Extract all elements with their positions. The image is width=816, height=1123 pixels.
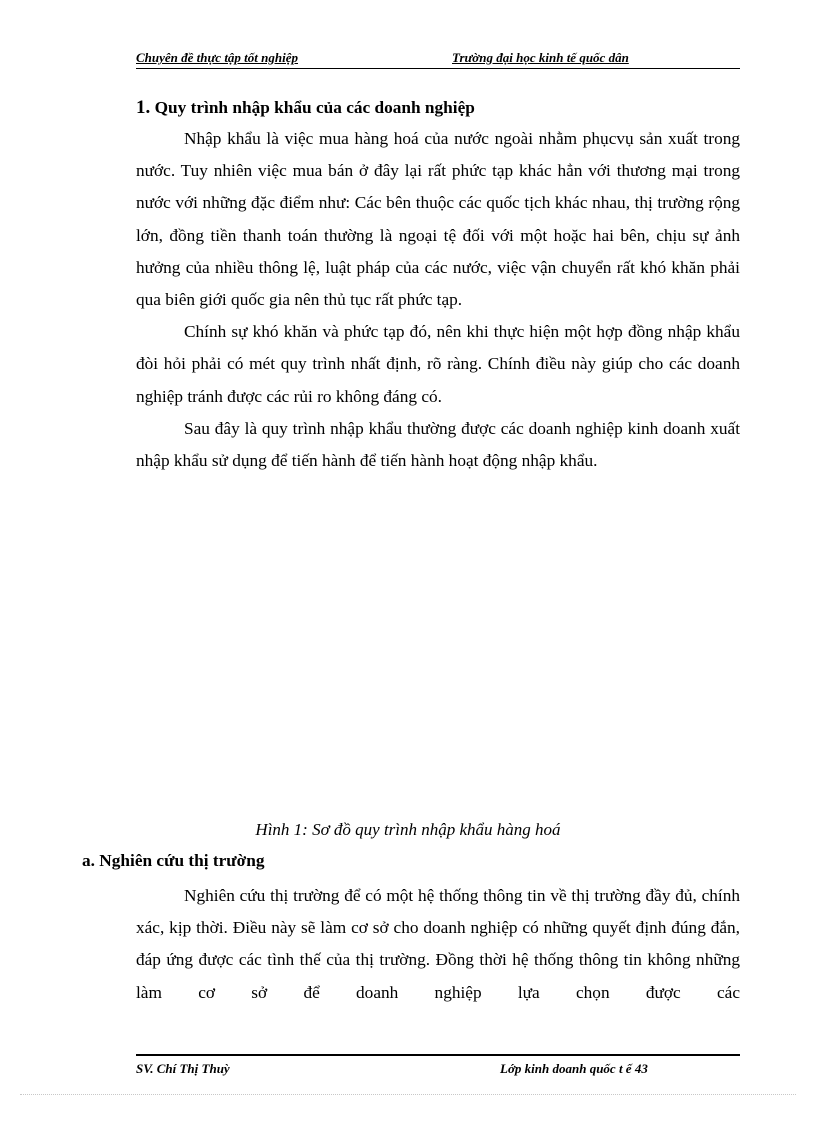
paragraph: Sau đây là quy trình nhập khẩu thường được các doanh nghiệp kinh doanh xuất nhập khẩu sử dụng để tiến hành để tiến hành hoạt động nhập khẩu. bbox=[136, 418, 740, 471]
subsection-body bbox=[136, 880, 740, 1009]
section-heading bbox=[136, 97, 475, 119]
header-right-text: Trường đại học kinh tế quốc dân bbox=[452, 50, 629, 65]
footer-left-text: SV. Chí Thị Thuỳ bbox=[136, 1061, 230, 1076]
page-footer bbox=[136, 1054, 740, 1078]
footer-right-text: Lớp kinh doanh quốc t ế 43 bbox=[500, 1061, 648, 1076]
page-header bbox=[136, 49, 740, 69]
section-title: Quy trình nhập khẩu của các doanh nghiệp bbox=[154, 98, 475, 117]
section-body bbox=[136, 123, 740, 477]
section-number: 1. bbox=[136, 97, 151, 118]
page-bottom-divider bbox=[20, 1094, 796, 1095]
paragraph: Chính sự khó khăn và phức tạp đó, nên khi thực hiện một hợp đồng nhập khẩu đòi hỏi phải có mét quy trình nhất định, rõ ràng. Chính điều này giúp cho các doanh nghiệp tránh được các rủi ro không đáng có. bbox=[136, 322, 740, 406]
paragraph: Nghiên cứu thị trường để có một hệ thống thông tin về thị trường đầy đủ, chính xác, kịp thời. Điều này sẽ làm cơ sở cho doanh nghiệp có những quyết định đúng đắn, đáp ứng được các tình thế của thị trường. Đồng thời hệ thống thông tin không những làm cơ sở để doanh nghiệp lựa chọn được các bbox=[136, 886, 740, 1002]
paragraph: Nhập khẩu là việc mua hàng hoá của nước ngoài nhằm phụcvụ sản xuất trong nước. Tuy nhiên việc mua bán ở đây lại rất phức tạp khác hẳn với thương mại trong nước với những đặc điểm như: Các bên thuộc các quốc tịch khác nhau, thị trường rộng lớn, đồng tiền thanh toán thường là ngoại tệ đối với một hoặc hai bên, chịu sự ảnh hưởng của nhiều thông lệ, luật pháp của các nước, việc vận chuyển rất khó khăn phải qua biên giới quốc gia nên thủ tục rất phức tạp. bbox=[136, 129, 740, 310]
subsection-heading: a. Nghiên cứu thị trường bbox=[82, 851, 265, 870]
figure-caption: Hình 1: Sơ đồ quy trình nhập khẩu hàng hoá bbox=[255, 820, 561, 839]
header-left-text: Chuyên đề thực tập tốt nghiệp bbox=[136, 50, 298, 65]
